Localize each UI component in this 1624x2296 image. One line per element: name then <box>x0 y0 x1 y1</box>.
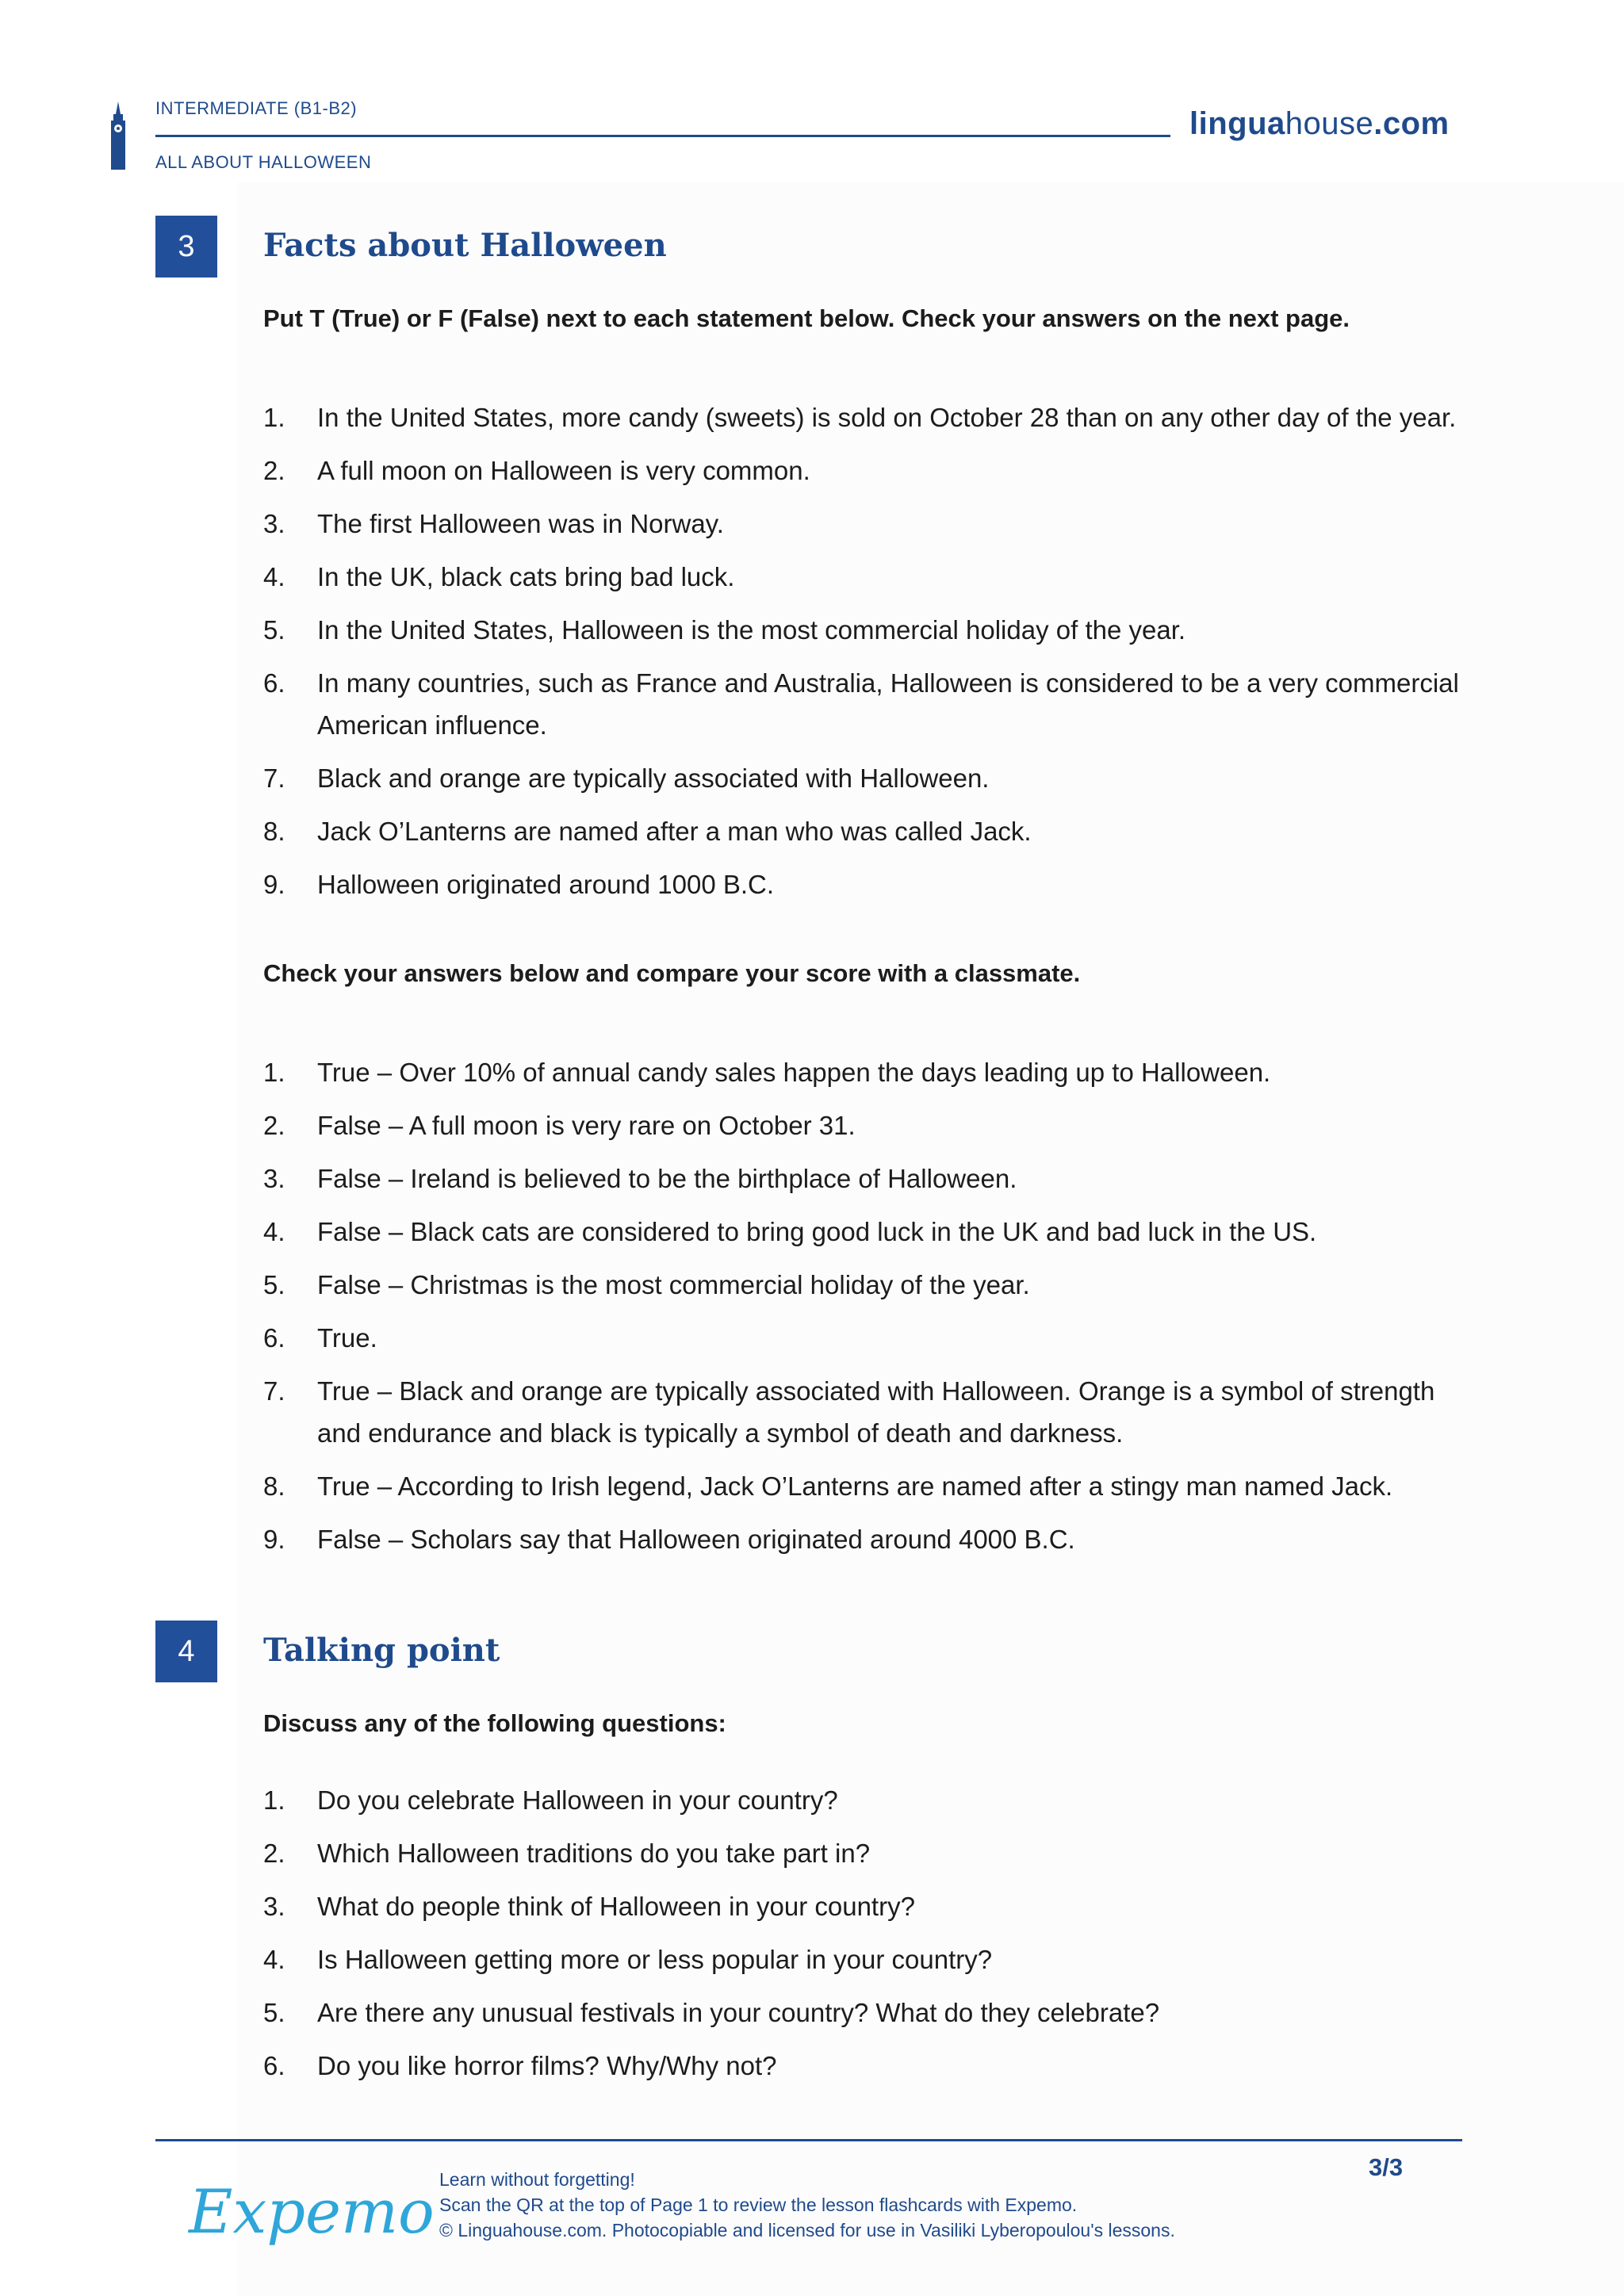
item-number: 3. <box>263 1892 285 1921</box>
list-item <box>263 757 1469 799</box>
item-number: 8. <box>263 817 285 846</box>
item-text: Is Halloween getting more or less popular in your country? <box>317 1945 993 1974</box>
item-text: True – Black and orange are typically associated with Halloween. Orange is a symbol of strength and endurance and black is typically a symbol of death and darkness. <box>317 1376 1435 1448</box>
brand-logo-light: house <box>1285 106 1374 141</box>
item-text: True – Over 10% of annual candy sales happen the days leading up to Halloween. <box>317 1058 1271 1087</box>
item-text: True – According to Irish legend, Jack O’Lanterns are named after a stingy man named Jack. <box>317 1471 1393 1501</box>
item-text: In the UK, black cats bring bad luck. <box>317 562 735 591</box>
item-number: 2. <box>263 1111 285 1140</box>
answers-instruction: Check your answers below and compare your score with a classmate. <box>263 959 1081 987</box>
item-number: 4. <box>263 1945 285 1974</box>
item-text: In many countries, such as France and Australia, Halloween is considered to be a very commercial American influence. <box>317 668 1459 740</box>
item-number: 2. <box>263 1839 285 1868</box>
item-number: 8. <box>263 1471 285 1501</box>
brand-logo <box>1189 106 1450 142</box>
section-title: Talking point <box>263 1632 500 1669</box>
list-item <box>263 1518 1469 1560</box>
item-number: 4. <box>263 562 285 591</box>
item-number: 5. <box>263 1998 285 2027</box>
section-title: Facts about Halloween <box>263 227 667 264</box>
list-item <box>263 1992 1469 2034</box>
item-text: False – Black cats are considered to bring good luck in the UK and bad luck in the US. <box>317 1217 1317 1246</box>
item-number: 1. <box>263 1058 285 1087</box>
list-item <box>263 1317 1469 1359</box>
list-item <box>263 810 1469 852</box>
list-item <box>263 1779 1469 1821</box>
item-number: 1. <box>263 1785 285 1815</box>
list-item <box>263 1938 1469 1980</box>
big-ben-icon <box>106 101 130 170</box>
item-number: 7. <box>263 763 285 793</box>
item-text: Do you celebrate Halloween in your country? <box>317 1785 838 1815</box>
section-number-badge: 3 <box>155 216 217 277</box>
item-number: 4. <box>263 1217 285 1246</box>
item-text: What do people think of Halloween in your country? <box>317 1892 915 1921</box>
discussion-instruction: Discuss any of the following questions: <box>263 1709 726 1737</box>
item-number: 3. <box>263 1164 285 1193</box>
list-item <box>263 1264 1469 1306</box>
list-item <box>263 662 1469 746</box>
item-text: False – Scholars say that Halloween originated around 4000 B.C. <box>317 1525 1075 1554</box>
footer-tagline: Learn without forgetting! <box>439 2169 635 2190</box>
item-text: True. <box>317 1323 377 1353</box>
item-text: Black and orange are typically associated with Halloween. <box>317 763 990 793</box>
list-item <box>263 1051 1469 1093</box>
expemo-logo <box>187 2166 435 2269</box>
item-number: 9. <box>263 1525 285 1554</box>
exercise-instruction: Put T (True) or F (False) next to each statement below. Check your answers on the next page. <box>263 304 1350 332</box>
footer-divider <box>155 2139 1462 2141</box>
item-text: In the United States, more candy (sweets) is sold on October 28 than on any other day of the year. <box>317 403 1457 432</box>
course-level: INTERMEDIATE (B1-B2) <box>155 98 358 118</box>
header-divider <box>155 135 1170 137</box>
item-text: A full moon on Halloween is very common. <box>317 456 810 485</box>
item-number: 5. <box>263 1270 285 1299</box>
footer-qr-note: Scan the QR at the top of Page 1 to review the lesson flashcards with Expemo. <box>439 2195 1078 2215</box>
list-item <box>263 1158 1469 1200</box>
item-text: Which Halloween traditions do you take part in? <box>317 1839 871 1868</box>
list-item <box>263 396 1469 438</box>
item-number: 6. <box>263 1323 285 1353</box>
brand-logo-tld: .com <box>1373 106 1450 141</box>
section-number-badge: 4 <box>155 1621 217 1682</box>
list-item <box>263 1832 1469 1874</box>
statement-list <box>263 396 1469 916</box>
item-number: 1. <box>263 403 285 432</box>
list-item <box>263 1370 1469 1454</box>
item-text: In the United States, Halloween is the most commercial holiday of the year. <box>317 615 1186 645</box>
item-text: False – Ireland is believed to be the birthplace of Halloween. <box>317 1164 1017 1193</box>
item-number: 5. <box>263 615 285 645</box>
item-number: 2. <box>263 456 285 485</box>
list-item <box>263 863 1469 905</box>
footer-copyright: © Linguahouse.com. Photocopiable and licensed for use in Vasiliki Lyberopoulou's lessons. <box>439 2220 1175 2241</box>
item-text: Halloween originated around 1000 B.C. <box>317 870 775 899</box>
list-item <box>263 1104 1469 1146</box>
list-item <box>263 503 1469 545</box>
list-item <box>263 2045 1469 2087</box>
question-list <box>263 1779 1469 2098</box>
item-number: 6. <box>263 668 285 698</box>
item-text: False – Christmas is the most commercial holiday of the year. <box>317 1270 1030 1299</box>
item-text: False – A full moon is very rare on October 31. <box>317 1111 856 1140</box>
lesson-topic: ALL ABOUT HALLOWEEN <box>155 152 372 172</box>
item-text: Jack O’Lanterns are named after a man who was called Jack. <box>317 817 1032 846</box>
item-text: Are there any unusual festivals in your country? What do they celebrate? <box>317 1998 1160 2027</box>
item-number: 3. <box>263 509 285 538</box>
item-number: 7. <box>263 1376 285 1406</box>
list-item <box>263 609 1469 651</box>
item-text: The first Halloween was in Norway. <box>317 509 724 538</box>
item-number: 9. <box>263 870 285 899</box>
page-number: 3/3 <box>1369 2153 1404 2181</box>
list-item <box>263 1465 1469 1507</box>
answer-list <box>263 1051 1469 1571</box>
expemo-logo-text: Expemo <box>189 2176 435 2247</box>
item-text: Do you like horror films? Why/Why not? <box>317 2051 777 2080</box>
item-number: 6. <box>263 2051 285 2080</box>
list-item <box>263 1211 1469 1253</box>
brand-logo-bold: lingua <box>1189 106 1285 141</box>
list-item <box>263 1885 1469 1927</box>
list-item <box>263 450 1469 492</box>
list-item <box>263 556 1469 598</box>
